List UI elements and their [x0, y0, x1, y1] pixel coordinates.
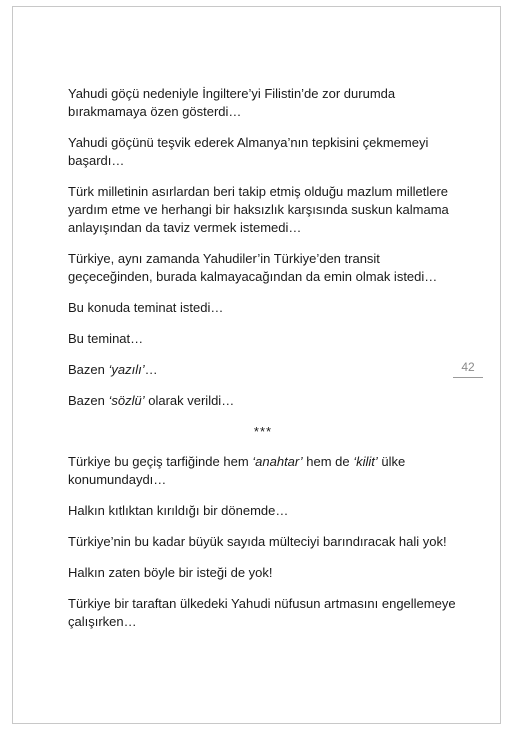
page-number: 42 — [461, 360, 475, 374]
text-run: hem de — [302, 454, 354, 469]
paragraph — [68, 502, 458, 520]
paragraph — [68, 134, 458, 170]
body-text — [68, 85, 458, 644]
paragraph — [68, 533, 458, 551]
text-run: Bazen — [68, 393, 109, 408]
page-number-rule — [453, 377, 483, 378]
paragraph — [68, 392, 458, 410]
paragraph — [68, 330, 458, 348]
text-run: Bu konuda teminat istedi… — [68, 300, 224, 315]
text-run: *** — [253, 424, 273, 439]
paragraph — [68, 250, 458, 286]
paragraph — [68, 299, 458, 317]
text-run: Türk milletinin asırlardan beri takip etmiş olduğu mazlum milletlere yardım etme ve herhangi bir haksızlık karşısında suskun kalmama anlayışından da taviz vermek istemedi… — [68, 184, 449, 235]
italic-text: ‘sözlü’ — [108, 393, 145, 408]
text-run: … — [144, 362, 158, 377]
paragraph — [68, 453, 458, 489]
text-run: Türkiye’nin bu kadar büyük sayıda mülteciyi barındıracak hali yok! — [68, 534, 447, 549]
section-separator — [68, 423, 458, 441]
text-run: Halkın kıtlıktan kırıldığı bir dönemde… — [68, 503, 289, 518]
text-run: Halkın zaten böyle bir isteği de yok! — [68, 565, 273, 580]
paragraph — [68, 183, 458, 237]
text-run: Bazen — [68, 362, 109, 377]
paragraph — [68, 361, 458, 379]
paragraph — [68, 595, 458, 631]
paragraph — [68, 564, 458, 582]
text-run: Bu teminat… — [68, 331, 144, 346]
text-run: Yahudi göçünü teşvik ederek Almanya’nın tepkisini çekmemeyi başardı… — [68, 135, 429, 168]
italic-text: ‘anahtar’ — [252, 454, 303, 469]
text-run: ülke konumundaydı… — [68, 454, 406, 487]
paragraph — [68, 85, 458, 121]
text-run: Türkiye bir taraftan ülkedeki Yahudi nüfusun artmasını engellemeye çalışırken… — [68, 596, 456, 629]
italic-text: ‘kilit’ — [353, 454, 378, 469]
italic-text: ‘yazılı’ — [108, 362, 145, 377]
document-page — [12, 6, 501, 724]
text-run: olarak verildi… — [144, 393, 235, 408]
text-run: Yahudi göçü nedeniyle İngiltere’yi Filistin’de zor durumda bırakmamaya özen gösterdi… — [68, 86, 396, 119]
text-run: Türkiye, aynı zamanda Yahudiler’in Türkiye’den transit geçeceğinden, burada kalmayacağından da emin olmak istedi… — [68, 251, 438, 284]
text-run: Türkiye bu geçiş tarfiğinde hem — [68, 454, 253, 469]
